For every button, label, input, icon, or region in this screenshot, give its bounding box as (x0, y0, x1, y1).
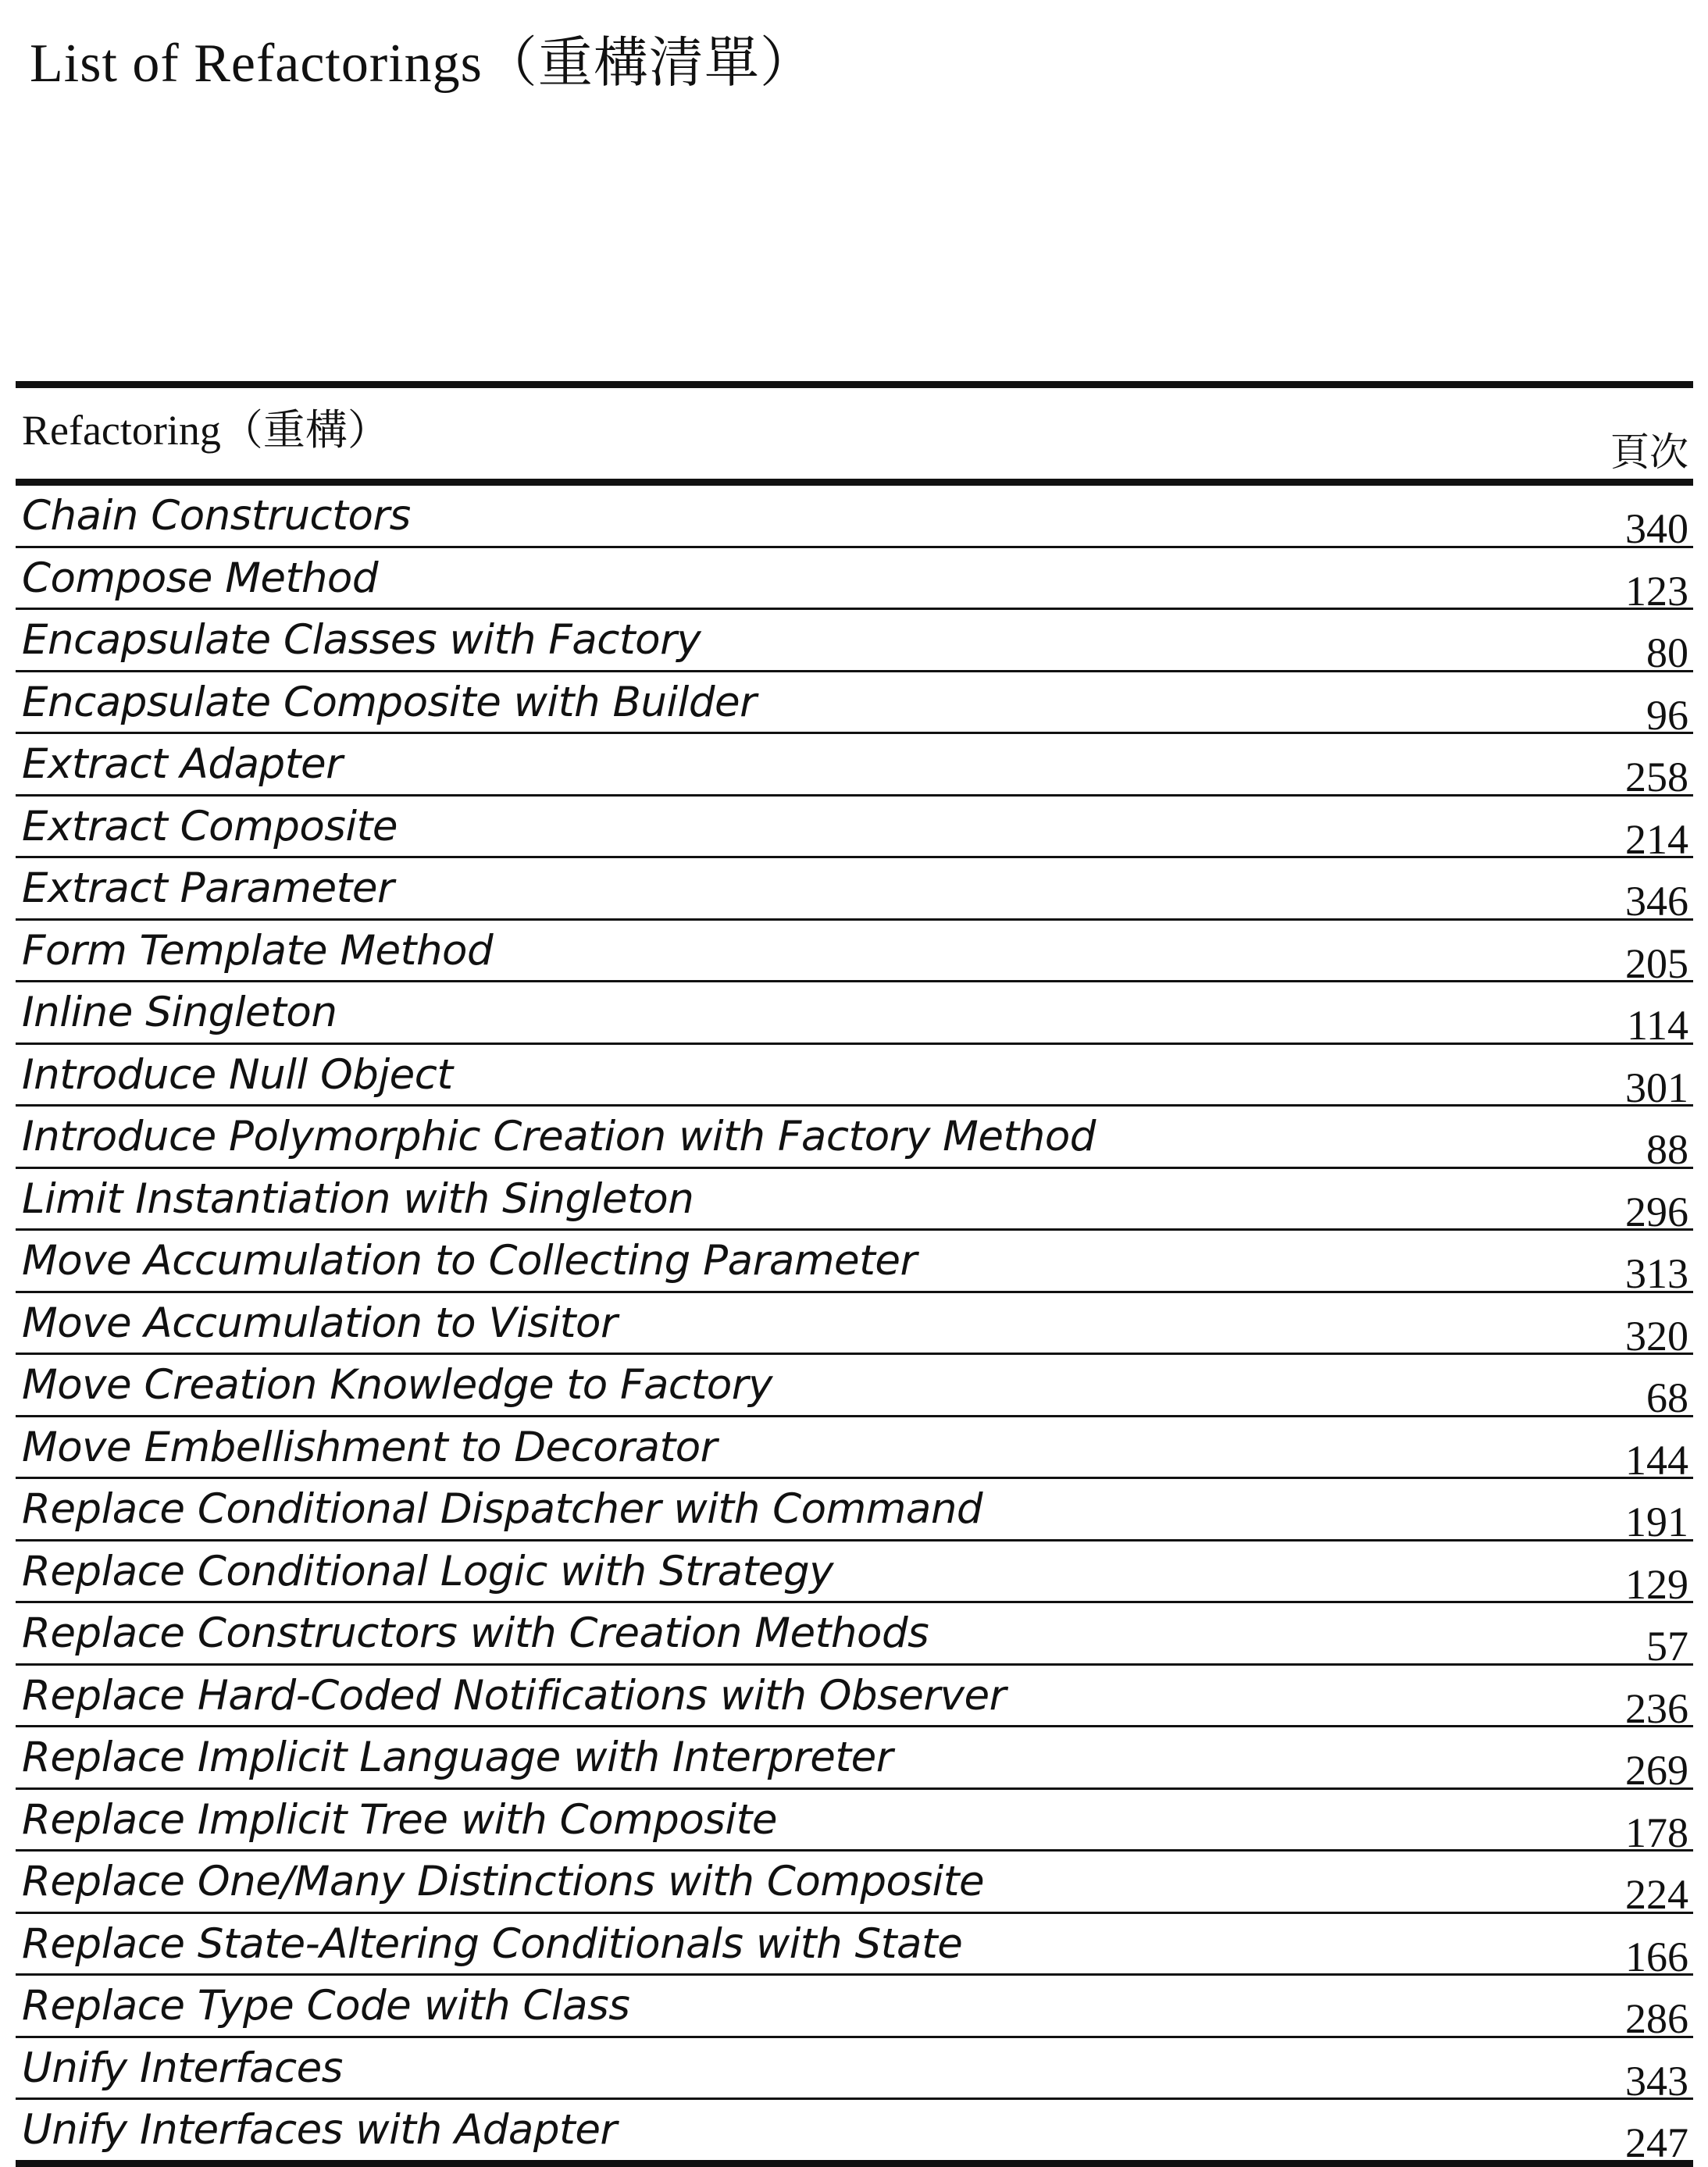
refactoring-name: Replace Implicit Language with Interpreter (22, 1734, 893, 1781)
refactoring-name: Extract Adapter (22, 740, 343, 788)
table-row (16, 1107, 1693, 1173)
table-row (16, 734, 1693, 800)
page-number: 144 (1625, 1436, 1688, 1484)
table-row (16, 1045, 1693, 1111)
table-row (16, 548, 1693, 615)
table-body (16, 486, 1693, 2167)
page-number: 191 (1625, 1499, 1688, 1545)
page-number: 301 (1625, 1064, 1688, 1111)
table-header (16, 388, 1693, 486)
refactoring-name: Encapsulate Composite with Builder (22, 678, 757, 726)
refactoring-name: Replace Type Code with Class (22, 1982, 630, 2030)
page-number: 346 (1625, 878, 1688, 925)
table-row (16, 672, 1693, 739)
refactoring-name: Extract Composite (22, 802, 398, 850)
refactoring-name: Move Accumulation to Collecting Parameter (22, 1237, 917, 1285)
page-number: 247 (1625, 2119, 1688, 2166)
page-number: 80 (1646, 629, 1688, 676)
refactoring-name: Move Accumulation to Visitor (22, 1299, 618, 1347)
column-header-refactoring: Refactoring（重構） (22, 407, 390, 454)
refactoring-name: Introduce Null Object (22, 1050, 453, 1099)
page-number: 129 (1625, 1560, 1688, 1608)
refactoring-name: Chain Constructors (22, 492, 411, 540)
table-row (16, 1852, 1693, 1918)
page-number: 114 (1627, 1002, 1688, 1049)
page-number: 57 (1646, 1623, 1688, 1670)
table-row (16, 610, 1693, 676)
table-row (16, 2100, 1693, 2167)
page-number: 258 (1625, 754, 1688, 800)
table-row (16, 1914, 1693, 1980)
page-number: 313 (1625, 1250, 1688, 1297)
refactoring-name: Replace Hard-Coded Notifications with Observer (22, 1671, 1006, 1720)
refactoring-name: Encapsulate Classes with Factory (22, 616, 701, 664)
refactoring-name: Extract Parameter (22, 864, 394, 912)
table-row (16, 921, 1693, 987)
table-row (16, 1666, 1693, 1732)
table-row (16, 1727, 1693, 1794)
page-number: 343 (1625, 2057, 1688, 2105)
refactoring-name: Unify Interfaces with Adapter (22, 2106, 617, 2154)
table-row (16, 858, 1693, 925)
table-row (16, 1355, 1693, 1421)
table-row (16, 2038, 1693, 2105)
table-row (16, 797, 1693, 863)
refactoring-name: Inline Singleton (22, 989, 337, 1036)
page-title: List of Refactorings（重構清單） (30, 34, 815, 94)
refactoring-name: Compose Method (22, 554, 378, 602)
refactoring-name: Replace Implicit Tree with Composite (22, 1795, 777, 1844)
page-number: 166 (1625, 1933, 1688, 1980)
table-row (16, 1790, 1693, 1856)
refactoring-name: Replace Conditional Logic with Strategy (22, 1547, 834, 1595)
refactoring-name: Replace State-Altering Conditionals with State (22, 1919, 963, 1968)
table-row (16, 1479, 1693, 1545)
table-row (16, 1976, 1693, 2042)
refactoring-name: Form Template Method (22, 926, 494, 975)
refactoring-name: Unify Interfaces (22, 2044, 343, 2092)
page-number: 123 (1625, 567, 1688, 615)
table-row (16, 1603, 1693, 1670)
refactoring-name: Replace One/Many Distinctions with Composite (22, 1858, 985, 1905)
page-number: 286 (1625, 1995, 1688, 2042)
page-number: 320 (1625, 1312, 1688, 1360)
page-number: 214 (1625, 815, 1688, 863)
table-top-rule (16, 381, 1693, 388)
refactoring-name: Move Embellishment to Decorator (22, 1423, 717, 1471)
table-row (16, 1293, 1693, 1360)
refactorings-table (16, 381, 1693, 2167)
refactoring-name: Replace Constructors with Creation Methods (22, 1609, 929, 1657)
refactoring-name: Move Creation Knowledge to Factory (22, 1361, 772, 1409)
page-number: 96 (1646, 691, 1688, 739)
page-number: 88 (1646, 1126, 1688, 1173)
page-number: 68 (1646, 1374, 1688, 1421)
page-number: 269 (1625, 1747, 1688, 1794)
table-row (16, 1417, 1693, 1484)
page-number: 224 (1625, 1871, 1688, 1918)
refactoring-name: Limit Instantiation with Singleton (22, 1174, 694, 1223)
refactoring-name: Introduce Polymorphic Creation with Factory Method (22, 1113, 1096, 1160)
table-row (16, 1231, 1693, 1297)
refactoring-name: Replace Conditional Dispatcher with Command (22, 1485, 983, 1533)
table-row (16, 982, 1693, 1049)
table-row (16, 486, 1693, 552)
page-number: 178 (1625, 1809, 1688, 1856)
page-number: 205 (1625, 939, 1688, 987)
column-header-page: 頁次 (1610, 429, 1688, 475)
table-row (16, 1169, 1693, 1235)
table-row (16, 1541, 1693, 1608)
page-number: 296 (1625, 1188, 1688, 1235)
page-number: 340 (1625, 505, 1688, 552)
page-number: 236 (1625, 1684, 1688, 1732)
